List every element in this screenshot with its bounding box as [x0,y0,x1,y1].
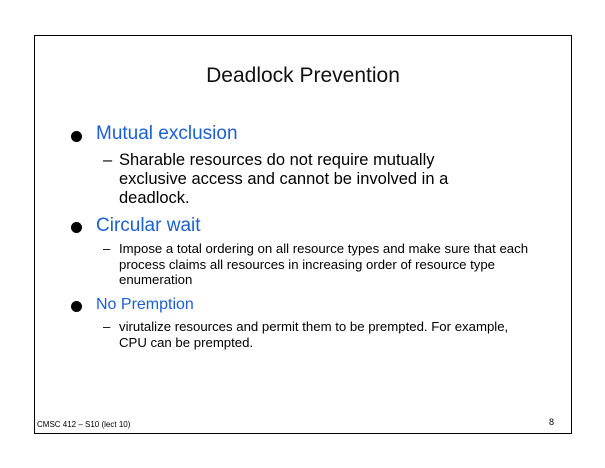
sub-bullet-text: virutalize resources and permit them to be prempted. For example, CPU can be prempted. [119,319,509,350]
bullet-dot [71,131,82,142]
bullet-dot [71,301,82,312]
bullet-dot [71,222,82,233]
sub-bullet-dash: – [103,319,111,334]
slide-title: Deadlock Prevention [206,64,400,87]
bullet-mutual-exclusion: Mutual exclusion [96,123,238,144]
sub-bullet-dash: – [103,241,111,256]
bullet-circular-wait: Circular wait [96,215,201,236]
sub-bullet-text: Impose a total ordering on all resource types and make sure that each process claims all resources in increasing order of resource type enumeration [119,241,529,287]
slide [34,35,572,434]
slide-footer: CMSC 412 – S10 (lect 10) [37,420,131,429]
sub-bullet-dash: – [103,151,113,169]
sub-bullet-text: Sharable resources do not require mutually exclusive access and cannot be involved in a deadlock. [119,151,449,207]
bullet-no-premption: No Premption [96,296,194,313]
page-number: 8 [549,417,555,427]
